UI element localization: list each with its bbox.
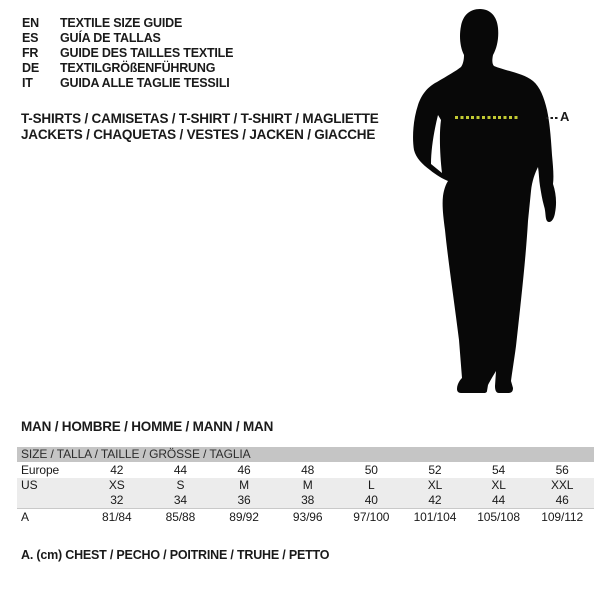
- table-cell: 56: [555, 463, 569, 477]
- language-row-de: [22, 61, 233, 76]
- man-silhouette-figure: [405, 0, 580, 400]
- table-cell: XL: [427, 478, 443, 492]
- table-row-us: [17, 478, 594, 493]
- table-cell: 48: [301, 463, 315, 477]
- language-row-fr: [22, 46, 233, 61]
- table-cell: 54: [491, 463, 506, 477]
- language-row-it: [22, 76, 233, 91]
- language-code: ES: [22, 31, 39, 45]
- language-code: DE: [22, 61, 39, 75]
- row-label: US: [21, 478, 38, 492]
- table-cell: XL: [491, 478, 506, 492]
- category-line-tshirts: T-SHIRTS / CAMISETAS / T-SHIRT / T-SHIRT / MAGLIETTE: [21, 111, 379, 126]
- language-label: GUIDE DES TAILLES TEXTILE: [60, 46, 234, 60]
- size-table-header: SIZE / TALLA / TAILLE / GRÖSSE / TAGLIA: [17, 447, 594, 462]
- language-code: IT: [22, 76, 33, 90]
- language-label: GUIDA ALLE TAGLIE TESSILI: [60, 76, 230, 90]
- language-row-es: [22, 31, 233, 46]
- table-cell: 38: [301, 493, 315, 507]
- table-cell: 42: [110, 463, 124, 477]
- table-cell: 46: [555, 493, 569, 507]
- chest-measure-dashed-line: [455, 116, 518, 119]
- table-cell: 40: [364, 493, 378, 507]
- table-cell: 46: [237, 463, 251, 477]
- table-cell: M: [302, 478, 313, 492]
- table-cell: 44: [491, 493, 506, 507]
- table-cell: 44: [173, 463, 188, 477]
- table-cell: 50: [364, 463, 378, 477]
- table-cell: 109/112: [541, 510, 584, 524]
- language-label: TEXTILGRÖßENFÜHRUNG: [60, 61, 216, 75]
- table-cell: 97/100: [353, 510, 390, 524]
- man-silhouette: [413, 9, 556, 393]
- row-label: Europe: [21, 463, 60, 477]
- table-cell: 101/104: [413, 510, 457, 524]
- table-cell: XS: [108, 478, 125, 492]
- table-cell: 34: [173, 493, 188, 507]
- table-cell: 85/88: [165, 510, 196, 524]
- table-cell: L: [368, 478, 375, 492]
- language-label: TEXTILE SIZE GUIDE: [60, 16, 183, 30]
- measure-label-a: A: [560, 109, 570, 124]
- measure-leader-dashes: [546, 117, 559, 119]
- table-cell: 42: [428, 493, 442, 507]
- table-row-europe: [17, 462, 594, 478]
- row-label: [17, 493, 85, 508]
- table-row-numeric: [17, 493, 594, 508]
- language-code: FR: [22, 46, 39, 60]
- table-cell: XXL: [550, 478, 574, 492]
- garment-categories: [21, 111, 379, 143]
- language-list: [22, 16, 233, 91]
- table-cell: 89/92: [229, 510, 259, 524]
- language-code: EN: [22, 16, 39, 30]
- table-row-chest-a: [17, 508, 594, 526]
- table-cell: 93/96: [292, 510, 323, 524]
- table-cell: 81/84: [102, 510, 132, 524]
- category-line-jackets: JACKETS / CHAQUETAS / VESTES / JACKEN / GIACCHE: [21, 127, 376, 142]
- table-cell: M: [239, 478, 250, 492]
- measurement-footnote: A. (cm) CHEST / PECHO / POITRINE / TRUHE / PETTO: [21, 548, 330, 562]
- language-label: GUÍA DE TALLAS: [60, 31, 161, 45]
- row-label: A: [21, 510, 29, 524]
- table-cell: 36: [237, 493, 251, 507]
- section-title-man: MAN / HOMBRE / HOMME / MANN / MAN: [21, 419, 274, 434]
- table-cell: 32: [110, 493, 124, 507]
- table-cell: 105/108: [477, 510, 520, 524]
- table-cell: 52: [428, 463, 442, 477]
- table-cell: S: [176, 478, 185, 492]
- size-table: [17, 447, 594, 526]
- language-row-en: [22, 16, 233, 31]
